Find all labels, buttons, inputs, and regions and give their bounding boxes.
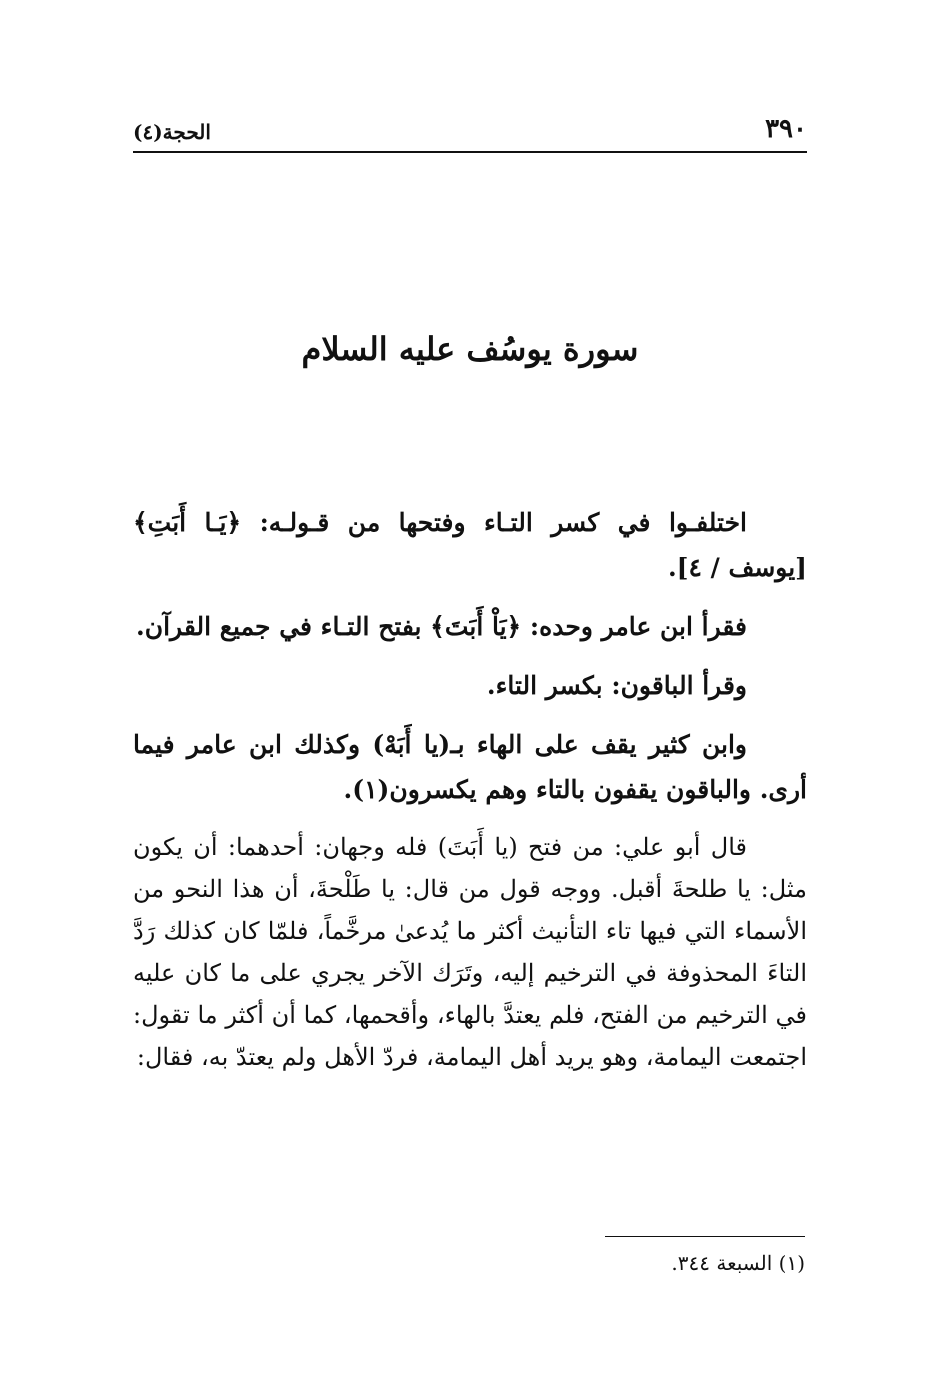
paragraph: اختلفـوا في كسر التـاء وفتحها من قـولـه: ﴿يَـا أَبَتِ﴾ [يوسف / ٤]. bbox=[133, 508, 807, 582]
footnote-rule bbox=[605, 1236, 805, 1237]
page-header bbox=[133, 110, 807, 148]
footnote: (١) السبعة ٣٤٤. bbox=[671, 1251, 805, 1275]
paragraph: وقرأ الباقون: بكسر التاء. bbox=[486, 671, 747, 700]
paragraph: وابن كثير يقف على الهاء بـ(يا أَبَهْ) وكذلك ابن عامر فيما أرى. والباقون يقفون بالتاء وهم يكسرون(١). bbox=[133, 730, 807, 804]
header-rule bbox=[133, 151, 807, 153]
paragraph: فقرأ ابن عامر وحده: ﴿يَاْ أَبَتَ﴾ بفتح التـاء في جميع القرآن. bbox=[136, 612, 747, 641]
page-number: ٣٩٠ bbox=[765, 114, 807, 144]
paragraph: قال أبو علي: من فتح (يا أَبَتَ) فله وجهان: أحدهما: أن يكون مثل: يا طلحةَ أقبل. ووجه قول من قال: يا طَلْحةَ، أن هذا النحو من الأسماء التي فيها تاء التأنيث أكثر ما يُدعىٰ مرخَّماً، فلمّا كان كذلك رَدَّ التاءَ المحذوفة في الترخيم إليه، وتَرَك الآخر يجري على ما كان عليه في الترخيم من الفتح، فلم يعتدَّ بالهاء، وأقحمها، كما أن أكثر ما تقول: اجتمعت اليمامة، وهو يريد أهل اليمامة، فردّ الأهل ولم يعتدّ به، فقال: bbox=[133, 833, 807, 1071]
surah-title: سورة يوسُف عليه السلام bbox=[301, 330, 639, 368]
main-text bbox=[133, 500, 807, 1092]
running-head: الحجة(٤) bbox=[133, 120, 211, 144]
